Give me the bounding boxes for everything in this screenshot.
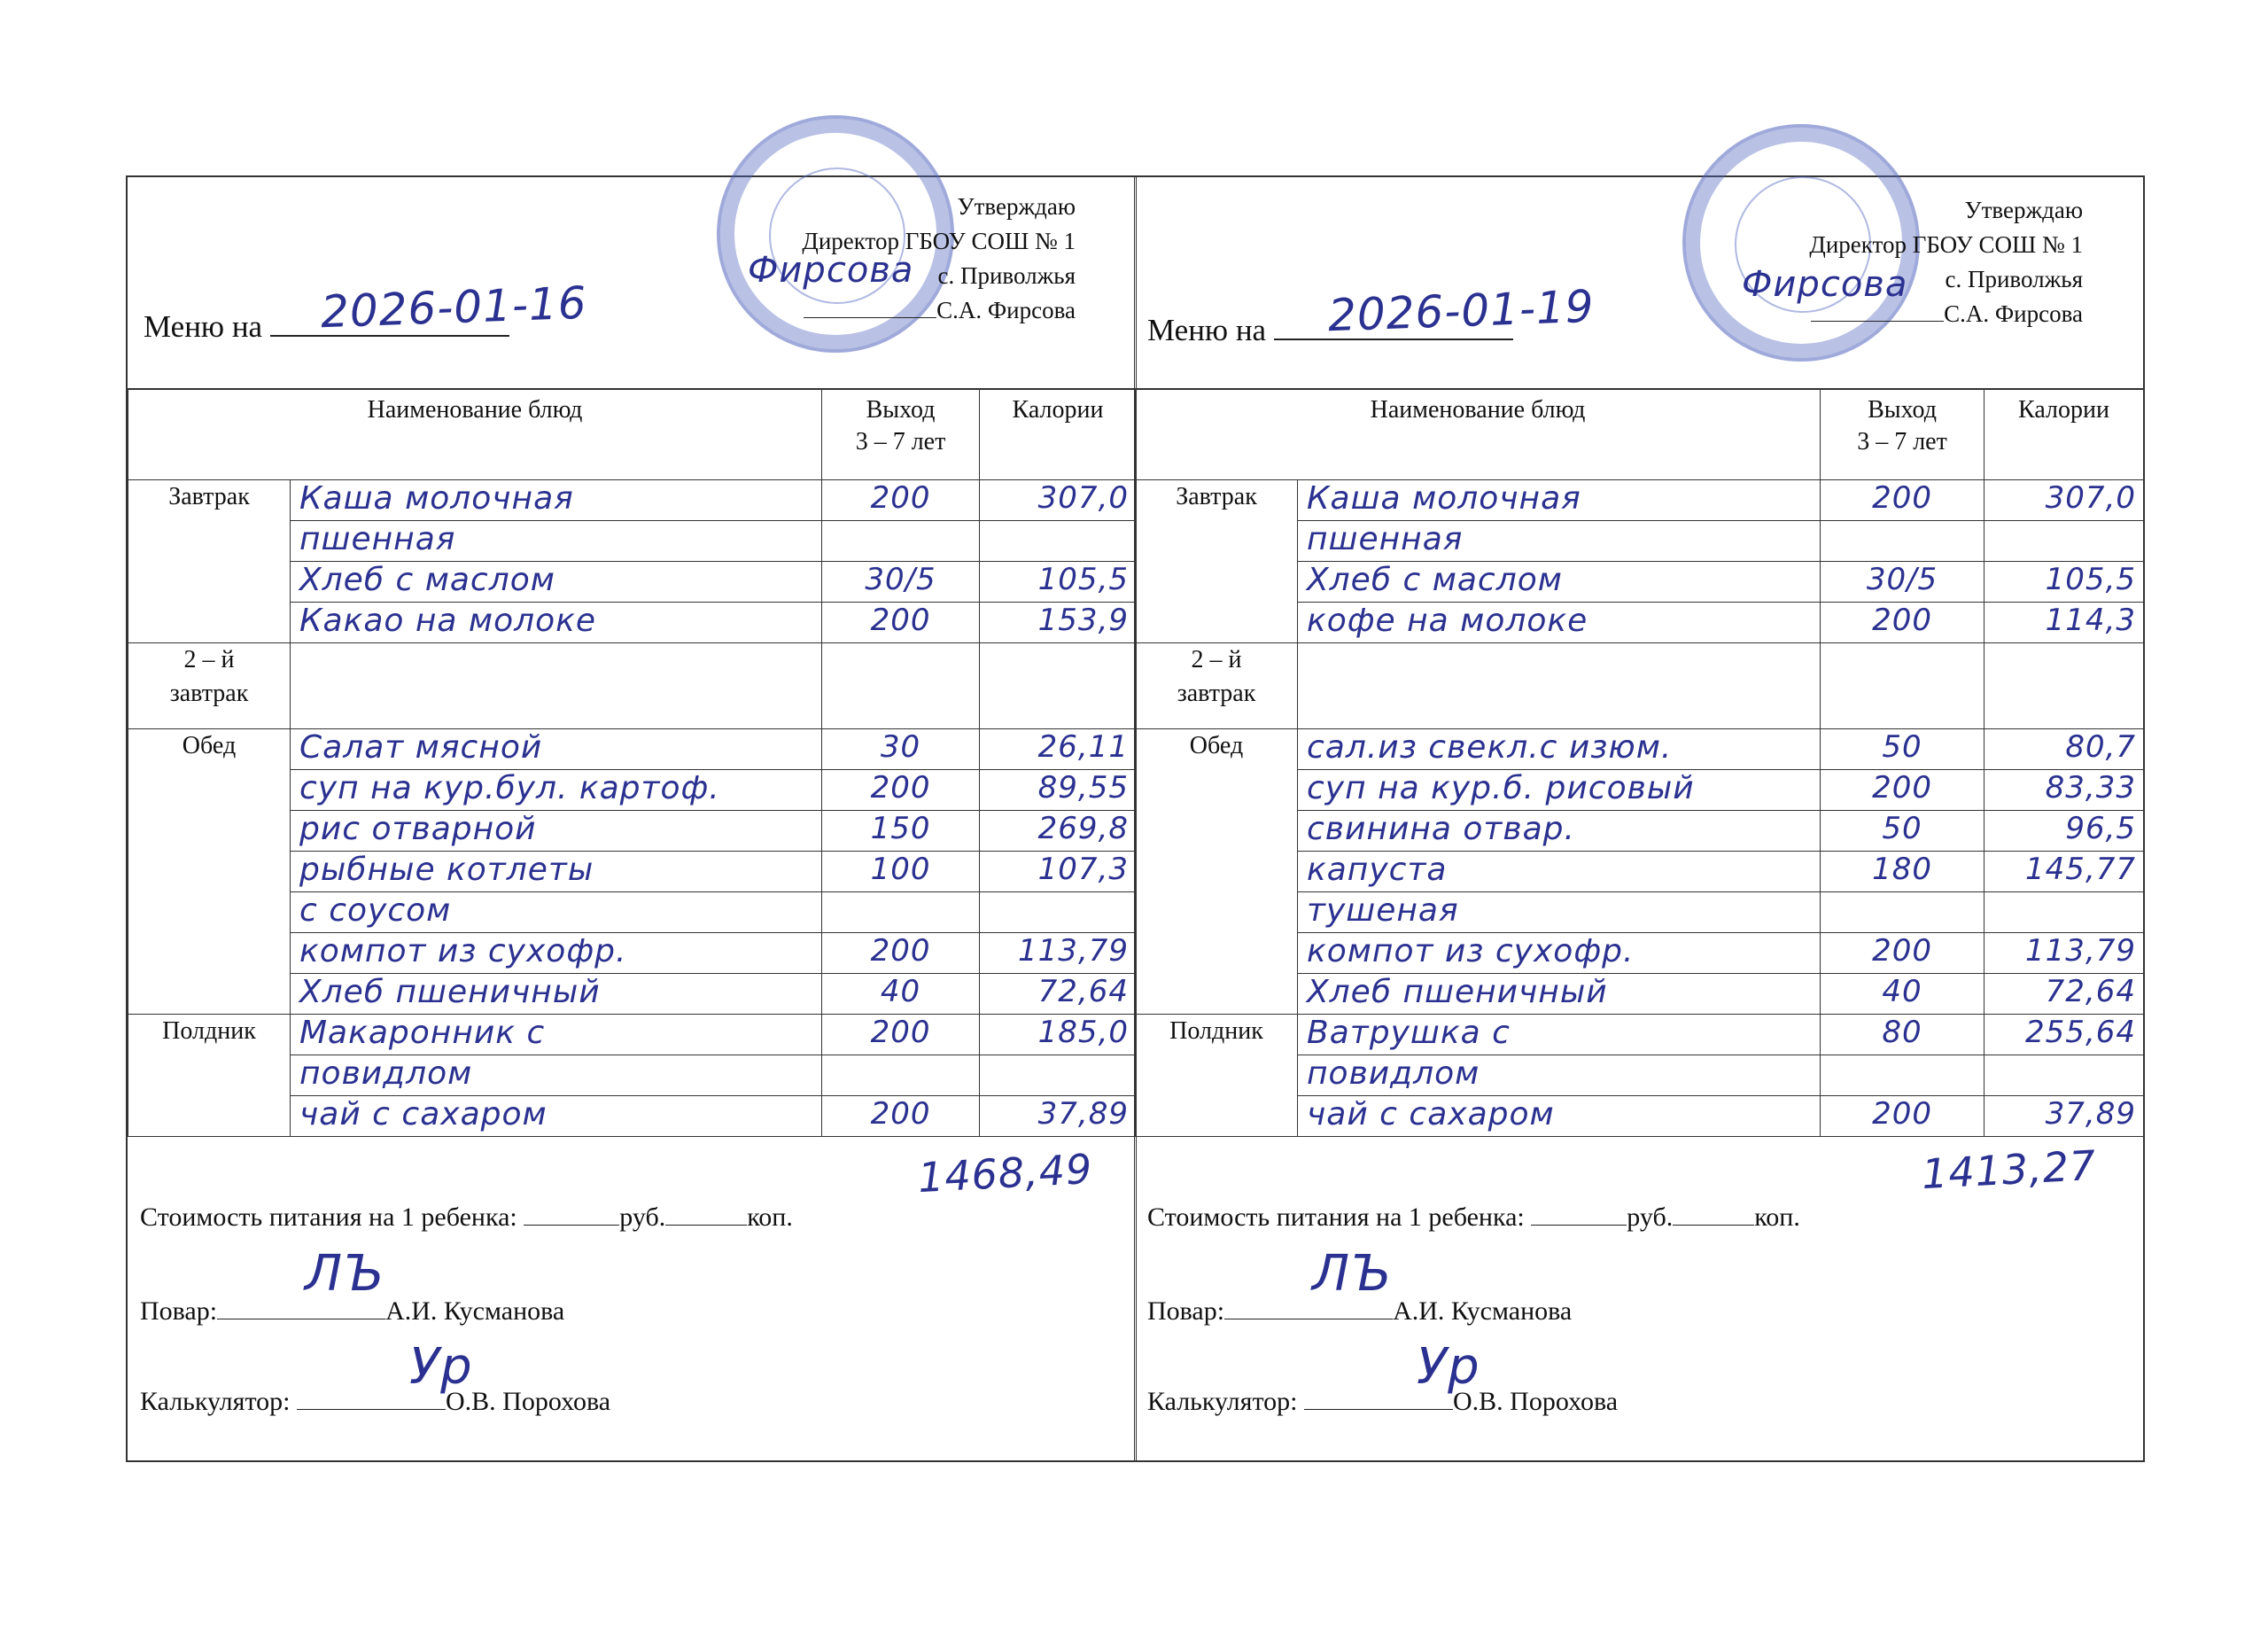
director-position: Директор ГБОУ СОШ № 1	[1809, 231, 2083, 258]
dish-cell	[291, 1055, 822, 1096]
output-cell	[1821, 974, 1984, 1015]
dish-cell	[291, 480, 822, 521]
dish-cell	[291, 1096, 822, 1137]
approval-block	[1809, 193, 2083, 331]
cost-handwritten: 1468,49	[916, 1144, 1094, 1202]
output-cell	[822, 933, 980, 974]
dish-cell-value: Ватрушка с	[1307, 1015, 1511, 1051]
dish-cell	[1298, 892, 1821, 933]
dish-cell-value: рис отварной	[299, 811, 537, 847]
calories-cell	[980, 521, 1137, 562]
dish-cell-value: чай с сахаром	[299, 1096, 548, 1132]
col-dish-header: Наименование блюд	[128, 389, 822, 480]
calories-cell-value: 185,0	[1037, 1015, 1130, 1050]
meal-breakfast	[1136, 480, 1298, 643]
dish-cell-value: тушеная	[1307, 892, 1459, 929]
calories-cell	[980, 852, 1137, 892]
calculator-signature: Ур	[1417, 1338, 1480, 1396]
calories-cell-value: 153,9	[1037, 603, 1130, 638]
dish-cell	[291, 562, 822, 603]
meal-second-breakfast-label: завтрак	[1177, 680, 1256, 707]
dish-cell	[1298, 933, 1821, 974]
calories-cell	[980, 811, 1137, 852]
dish-cell-value: суп на кур.б. рисовый	[1307, 770, 1695, 806]
calories-cell	[1984, 1015, 2144, 1055]
output-cell-value: 200	[1872, 770, 1932, 806]
dish-cell	[291, 974, 822, 1015]
menu-table	[128, 388, 1137, 1137]
kop-blank	[665, 1203, 747, 1226]
calculator-label: Калькулятор:	[140, 1387, 291, 1416]
col-dish-header: Наименование блюд	[1136, 389, 1821, 480]
director-position: Директор ГБОУ СОШ № 1	[802, 228, 1076, 254]
output-cell-value: 50	[1882, 729, 1922, 765]
col-output-header	[822, 389, 980, 480]
village-name: с. Приволжья	[937, 262, 1076, 289]
output-cell	[822, 480, 980, 521]
calories-cell	[1984, 643, 2144, 729]
calories-cell-value: 269,8	[1037, 811, 1130, 846]
output-cell	[822, 1015, 980, 1055]
calories-cell	[1984, 852, 2144, 892]
dish-cell	[1298, 480, 1821, 521]
table-row	[1136, 1015, 2144, 1055]
menu-header	[128, 177, 1136, 390]
calories-cell-value: 114,3	[2045, 603, 2137, 638]
village-name: с. Приволжья	[1945, 266, 2083, 292]
cost-label: Стоимость питания на 1 ребенка:	[140, 1202, 517, 1232]
cook-signature: ЛЪ	[305, 1245, 385, 1303]
dish-cell-value: повидлом	[1307, 1055, 1480, 1092]
dish-cell-value: Макаронник с	[299, 1015, 546, 1051]
calories-cell	[980, 1055, 1137, 1096]
calories-cell	[980, 480, 1137, 521]
dish-cell	[291, 811, 822, 852]
dish-cell-value: Каша молочная	[299, 480, 574, 517]
director-signature: Фирсова	[1742, 264, 1908, 305]
menu-panel-right	[1134, 175, 2145, 1462]
output-cell	[822, 603, 980, 643]
meal-second-breakfast-label: 2 – й	[183, 646, 235, 673]
rub-label: руб.	[619, 1202, 666, 1232]
output-line1: Выход	[1868, 396, 1937, 424]
output-cell	[1821, 770, 1984, 811]
table-row	[1136, 729, 2144, 770]
table-row	[1136, 480, 2144, 521]
output-cell	[822, 1096, 980, 1137]
dish-cell-value: с соусом	[299, 892, 452, 929]
dish-cell-value: Хлеб пшеничный	[1307, 974, 1608, 1010]
dish-cell	[291, 933, 822, 974]
dish-cell-value: свинина отвар.	[1307, 811, 1575, 847]
col-calories-header: Калории	[1984, 389, 2144, 480]
calories-cell	[1984, 562, 2144, 603]
calories-cell-value: 255,64	[2025, 1015, 2137, 1050]
output-cell-value: 180	[1872, 852, 1932, 887]
calories-cell-value: 37,89	[2045, 1096, 2137, 1132]
cook-label: Повар:	[1147, 1296, 1225, 1326]
output-cell	[822, 729, 980, 770]
dish-cell	[1298, 770, 1821, 811]
dish-cell-value: Хлеб с маслом	[299, 562, 555, 598]
dish-cell-value: пшенная	[1307, 521, 1464, 557]
cook-signature: ЛЪ	[1312, 1245, 1393, 1303]
table-header-row	[128, 389, 1137, 480]
dish-cell	[291, 603, 822, 643]
calories-cell-value: 89,55	[1037, 770, 1130, 806]
calculator-signature: Ур	[409, 1338, 473, 1396]
cook-label: Повар:	[140, 1296, 218, 1326]
meal-breakfast-label: Завтрак	[168, 483, 250, 510]
table-row	[128, 480, 1137, 521]
calories-cell	[980, 892, 1137, 933]
cost-line	[140, 1202, 793, 1233]
menu-for-text: Меню на	[144, 309, 263, 344]
calories-cell	[1984, 1096, 2144, 1137]
dish-cell	[1298, 643, 1821, 729]
kop-label: коп.	[747, 1202, 793, 1232]
calories-cell	[980, 933, 1137, 974]
director-name: С.А. Фирсова	[1944, 300, 2083, 327]
menu-footer	[128, 1144, 1136, 1460]
calories-cell-value: 113,79	[2025, 933, 2137, 969]
output-cell	[822, 852, 980, 892]
output-cell	[1821, 852, 1984, 892]
output-cell-value: 200	[870, 933, 931, 969]
dish-cell	[1298, 521, 1821, 562]
calories-cell-value: 105,5	[2045, 562, 2137, 597]
calories-cell-value: 307,0	[2045, 480, 2137, 516]
dish-cell	[291, 643, 822, 729]
output-cell	[1821, 933, 1984, 974]
col-output-header	[1821, 389, 1984, 480]
dish-cell	[291, 852, 822, 892]
dish-cell	[1298, 603, 1821, 643]
output-cell-value: 200	[1872, 603, 1932, 638]
output-cell-value: 200	[1872, 1096, 1932, 1132]
cost-handwritten: 1413,27	[1920, 1140, 2098, 1199]
calories-cell	[1984, 1055, 2144, 1096]
dish-cell	[291, 770, 822, 811]
dish-cell-value: Хлеб с маслом	[1307, 562, 1563, 598]
output-cell-value: 200	[870, 480, 931, 516]
meal-lunch	[1136, 729, 1298, 1015]
calories-cell	[980, 643, 1137, 729]
dish-cell-value: Какао на молоке	[299, 603, 597, 639]
menu-body	[1136, 480, 2144, 1137]
calories-cell	[980, 974, 1137, 1015]
calories-cell	[980, 562, 1137, 603]
dish-cell	[291, 1015, 822, 1055]
output-cell-value: 40	[880, 974, 921, 1009]
output-cell	[1821, 643, 1984, 729]
cook-name: А.И. Кусманова	[1393, 1296, 1573, 1326]
approve-word: Утверждаю	[957, 193, 1076, 220]
output-cell	[1821, 729, 1984, 770]
dish-cell	[1298, 1015, 1821, 1055]
table-header-row	[1136, 389, 2144, 480]
meal-second-breakfast	[128, 643, 291, 729]
calories-cell	[1984, 892, 2144, 933]
meal-snack-label: Полдник	[162, 1017, 256, 1045]
calories-cell	[1984, 811, 2144, 852]
output-cell	[1821, 521, 1984, 562]
menu-header	[1135, 177, 2143, 390]
menu-body	[128, 480, 1137, 1137]
dish-cell-value: кофе на молоке	[1307, 603, 1588, 639]
calculator-line	[140, 1387, 610, 1417]
menu-table	[1135, 388, 2144, 1137]
output-cell	[1821, 811, 1984, 852]
col-calories-header: Калории	[980, 389, 1137, 480]
output-cell	[1821, 1015, 1984, 1055]
director-name: С.А. Фирсова	[936, 297, 1076, 323]
output-cell	[822, 974, 980, 1015]
calories-cell-value: 96,5	[2065, 811, 2137, 846]
calories-cell	[980, 1096, 1137, 1137]
output-line2: 3 – 7 лет	[855, 428, 946, 455]
table-row	[1136, 643, 2144, 729]
table-row	[128, 729, 1137, 770]
dish-cell-value: пшенная	[299, 521, 456, 557]
output-line2: 3 – 7 лет	[1857, 428, 1947, 455]
calculator-name: О.В. Порохова	[446, 1387, 611, 1416]
output-cell-value: 150	[870, 811, 931, 846]
output-cell	[822, 562, 980, 603]
calories-cell	[980, 603, 1137, 643]
meal-snack-label: Полдник	[1169, 1017, 1263, 1045]
dish-cell-value: капуста	[1307, 852, 1448, 888]
output-cell-value: 40	[1882, 974, 1922, 1009]
calories-cell-value: 72,64	[2045, 974, 2137, 1009]
output-cell-value: 200	[870, 770, 931, 806]
calories-cell-value: 307,0	[1037, 480, 1130, 516]
dish-cell-value: Салат мясной	[299, 729, 543, 766]
dish-cell-value: повидлом	[299, 1055, 473, 1092]
table-row	[128, 643, 1137, 729]
output-cell-value: 200	[1872, 933, 1932, 969]
dish-cell-value: сал.из свекл.с изюм.	[1307, 729, 1673, 766]
kop-label: коп.	[1754, 1202, 1800, 1232]
menu-date-handwritten: 2026-01-16	[320, 276, 588, 339]
meal-breakfast	[128, 480, 291, 643]
rub-label: руб.	[1627, 1202, 1674, 1232]
calories-cell	[1984, 974, 2144, 1015]
output-cell-value: 30	[880, 729, 921, 765]
dish-cell-value: рыбные котлеты	[299, 852, 594, 888]
output-cell	[1821, 1096, 1984, 1137]
meal-snack	[1136, 1015, 1298, 1137]
output-cell	[1821, 480, 1984, 521]
output-cell-value: 80	[1882, 1015, 1922, 1050]
dish-cell-value: суп на кур.бул. картоф.	[299, 770, 720, 806]
calories-cell	[1984, 521, 2144, 562]
calories-cell	[1984, 729, 2144, 770]
dish-cell	[1298, 562, 1821, 603]
calories-cell-value: 72,64	[1037, 974, 1130, 1009]
dish-cell	[1298, 852, 1821, 892]
calculator-name: О.В. Порохова	[1453, 1387, 1619, 1416]
calories-cell	[1984, 480, 2144, 521]
meal-snack	[128, 1015, 291, 1137]
meal-second-breakfast-label: 2 – й	[1191, 646, 1242, 673]
dish-cell-value: чай с сахаром	[1307, 1096, 1555, 1132]
calories-cell	[980, 729, 1137, 770]
output-cell	[1821, 1055, 1984, 1096]
dish-cell	[1298, 1055, 1821, 1096]
calories-cell-value: 83,33	[2045, 770, 2137, 806]
meal-lunch-label: Обед	[1189, 732, 1244, 759]
dish-cell-value: Хлеб пшеничный	[299, 974, 601, 1010]
calories-cell	[1984, 603, 2144, 643]
rub-blank	[1531, 1203, 1627, 1226]
output-cell-value: 30/5	[1866, 562, 1938, 597]
calories-cell-value: 107,3	[1037, 852, 1130, 887]
cost-label: Стоимость питания на 1 ребенка:	[1147, 1202, 1525, 1232]
calories-cell	[1984, 933, 2144, 974]
calories-cell-value: 26,11	[1037, 729, 1130, 765]
output-cell-value: 200	[1872, 480, 1932, 516]
calories-cell-value: 145,77	[2025, 852, 2137, 887]
dish-cell	[1298, 729, 1821, 770]
menu-for-text: Меню на	[1147, 313, 1267, 347]
dish-cell	[291, 892, 822, 933]
calculator-line	[1147, 1387, 1618, 1417]
output-cell-value: 100	[870, 852, 931, 887]
output-cell	[1821, 562, 1984, 603]
output-cell	[822, 811, 980, 852]
output-cell	[822, 1055, 980, 1096]
output-cell-value: 200	[870, 1096, 931, 1132]
menu-panel-left	[126, 175, 1137, 1462]
calculator-label: Калькулятор:	[1147, 1387, 1298, 1416]
output-cell-value: 200	[870, 603, 931, 638]
director-signature: Фирсова	[748, 250, 914, 291]
output-cell	[1821, 892, 1984, 933]
rub-blank	[524, 1203, 619, 1226]
cook-name: А.И. Кусманова	[385, 1296, 565, 1326]
dish-cell	[291, 729, 822, 770]
output-cell-value: 30/5	[865, 562, 936, 597]
dish-cell-value: Каша молочная	[1307, 480, 1581, 517]
output-cell-value: 200	[870, 1015, 931, 1050]
output-line1: Выход	[866, 396, 936, 424]
meal-breakfast-label: Завтрак	[1176, 483, 1257, 510]
meal-second-breakfast-label: завтрак	[169, 680, 249, 707]
output-cell	[1821, 603, 1984, 643]
table-row	[128, 1015, 1137, 1055]
dish-cell	[1298, 1096, 1821, 1137]
output-cell	[822, 892, 980, 933]
dish-cell-value: компот из сухофр.	[299, 933, 627, 969]
calories-cell-value: 37,89	[1037, 1096, 1130, 1132]
calories-cell	[980, 770, 1137, 811]
meal-lunch	[128, 729, 291, 1015]
dish-cell-value: компот из сухофр.	[1307, 933, 1635, 969]
dish-cell	[1298, 974, 1821, 1015]
meal-second-breakfast	[1136, 643, 1298, 729]
calories-cell	[980, 1015, 1137, 1055]
kop-blank	[1673, 1203, 1754, 1226]
output-cell	[822, 643, 980, 729]
director-signature-line	[804, 294, 936, 318]
dish-cell	[1298, 811, 1821, 852]
output-cell	[822, 521, 980, 562]
calories-cell-value: 105,5	[1037, 562, 1130, 597]
dish-cell	[291, 521, 822, 562]
output-cell	[822, 770, 980, 811]
calories-cell	[1984, 770, 2144, 811]
approve-word: Утверждаю	[1964, 197, 2083, 223]
menu-footer	[1135, 1140, 2143, 1460]
calories-cell-value: 80,7	[2065, 729, 2137, 765]
output-cell-value: 50	[1882, 811, 1922, 846]
meal-lunch-label: Обед	[182, 732, 237, 759]
calories-cell-value: 113,79	[1018, 933, 1130, 969]
cost-line	[1147, 1202, 1800, 1233]
menu-date-handwritten: 2026-01-19	[1327, 280, 1596, 342]
